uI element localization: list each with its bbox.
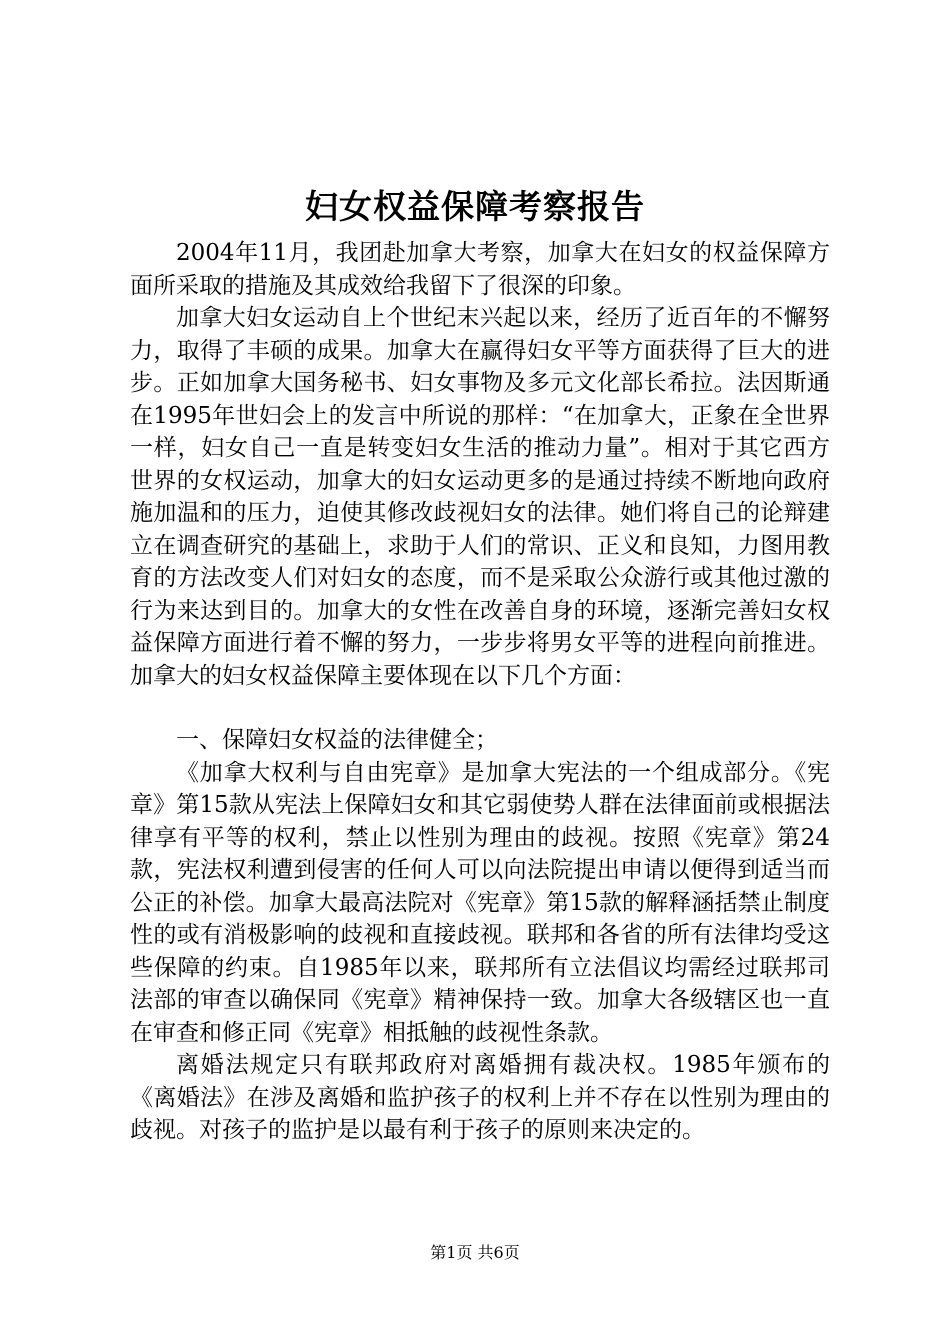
paragraph-intro: 2004年11月，我团赴加拿大考察，加拿大在妇女的权益保障方面所采取的措施及其成效给我留下了很深的印象。 xyxy=(130,240,830,299)
page-footer: 第1页 共6页 xyxy=(430,1243,520,1262)
section-heading: 一、保障妇女权益的法律健全； xyxy=(176,727,498,753)
paragraph-divorce-law: 离婚法规定只有联邦政府对离婚拥有裁决权。1985年颁布的《离婚法》在涉及离婚和监护孩子的权利上并不存在以性别为理由的歧视。对孩子的监护是以最有利于孩子的原则来决定的。 xyxy=(130,1052,830,1143)
document-body xyxy=(130,237,830,1147)
paragraph-charter: 《加拿大权利与自由宪章》是加拿大宪法的一个组成部分。《宪章》第15款从宪法上保障妇女和其它弱使势人群在法律面前或根据法律享有平等的权利，禁止以性别为理由的歧视。按照《宪章》第24款，宪法权利遭到侵害的任何人可以向法院提出申请以便得到适当而公正的补偿。加拿大最高法院对《宪章》第15款的解释涵括禁止制度性的或有消极影响的歧视和直接歧视。联邦和各省的所有法律均受这些保障的约束。自1985年以来，联邦所有立法倡议均需经过联邦司法部的审查以确保同《宪章》精神保持一致。加拿大各级辖区也一直在审查和修正同《宪章》相抵触的歧视性条款。 xyxy=(130,759,830,1046)
document-title: 妇女权益保障考察报告 xyxy=(305,187,645,226)
paragraph-background: 加拿大妇女运动自上个世纪末兴起以来，经历了近百年的不懈努力，取得了丰硕的成果。加拿大在赢得妇女平等方面获得了巨大的进步。正如加拿大国务秘书、妇女事物及多元文化部长希拉。法因斯通在1995年世妇会上的发言中所说的那样：“在加拿大，正象在全世界一样，妇女自己一直是转变妇女生活的推动力量”。相对于其它西方世界的女权运动，加拿大的妇女运动更多的是通过持续不断地向政府施加温和的压力，迫使其修改歧视妇女的法律。她们将自己的论辩建立在调查研究的基础上，求助于人们的常识、正义和良知，力图用教育的方法改变人们对妇女的态度，而不是采取公众游行或其他过激的行为来达到目的。加拿大的女性在改善自身的环境，逐渐完善妇女权益保障方面进行着不懈的努力，一步步将男女平等的进程向前推进。加拿大的妇女权益保障主要体现在以下几个方面： xyxy=(130,305,830,689)
